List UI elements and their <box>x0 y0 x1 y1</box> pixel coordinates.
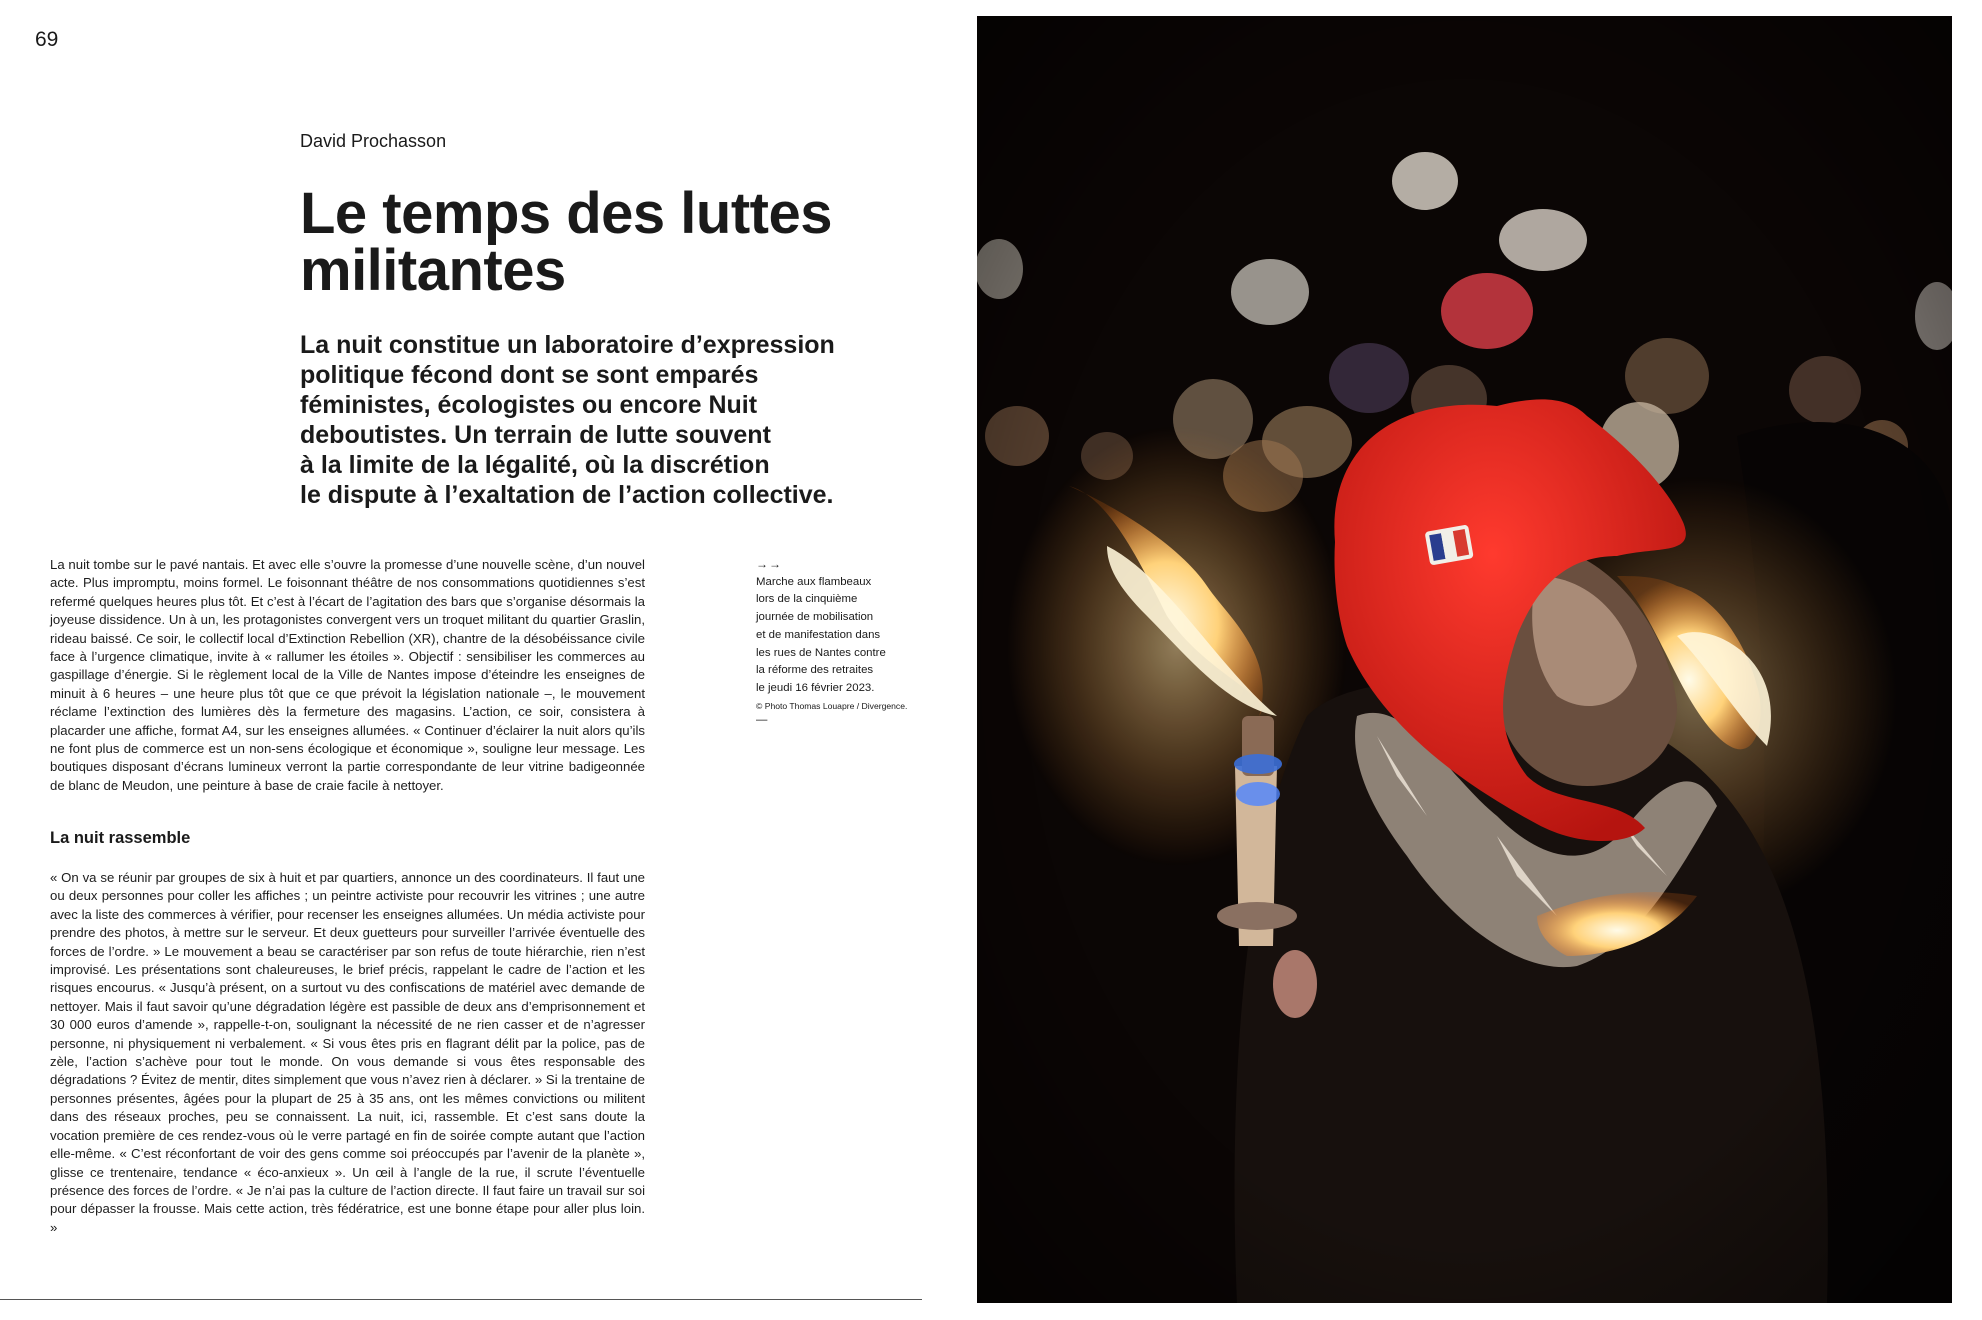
caption-line: les rues de Nantes contre <box>756 646 886 659</box>
lead-line: politique fécond dont se sont emparés <box>300 361 759 389</box>
photo-caption <box>756 556 931 727</box>
article-title: Le temps des luttes militantes <box>300 181 832 303</box>
caption-dash: — <box>756 713 768 726</box>
article-lead <box>300 330 900 510</box>
section-subheading: La nuit rassemble <box>50 829 191 847</box>
lead-line: à la limite de la légalité, où la discrétion <box>300 451 770 479</box>
caption-line: la réforme des retraites <box>756 664 874 677</box>
caption-line: lors de la cinquième <box>756 593 858 606</box>
arrow-right-icon: →→ <box>756 557 782 571</box>
body-paragraph-2: « On va se réunir par groupes de six à huit et par quartiers, annonce un des coordinateurs. Il faut une ou deux personnes pour coller les affiches ; un peintre activiste pour recouvrir les vitrines ; une autre avec la liste des commerces à vérifier, pour recenser les enseignes allumées. Un média activiste pour prendre des photos, à mettre sur le serveur. Et deux guetteurs pour surveiller l’arrivée éventuelle des forces de l’ordre. » Le mouvement a beau se caractériser par son refus de toute hiérarchie, rien n’est improvisé. Les présentations sont chaleureuses, le brief précis, rappelant le cadre de l’action et les risques encourus. « Jusqu’à présent, on a surtout vu des confiscations de matériel avec demande de nettoyer. Mais il faut savoir qu’une dégradation légère est passible de deux ans d’emprisonnement et 30 000 euros d’amende », rappelle-t-on, soulignant la nécessité de ne rien casser et de n’agresser personne, ni physiquement ni verbalement. « Si vous êtes pris en flagrant délit par la police, pas de zèle, l’action s’achève pour tout le monde. On vous demande si vous êtes responsable des dégradations ? Évitez de mentir, dites simplement que vous n’avez rien à déclarer. » Si la trentaine de personnes présentes, âgées pour la plupart de 25 à 35 ans, ont les mêmes convictions ou militent dans des réseaux proches, peu se connaissent. La nuit, ici, rassemble. Et c’est sans doute la vocation première de ces rendez-vous où le verre partagé en fin de soirée compte autant que l’action elle-même. « C’est réconfortant de voir des gens comme soi préoccupés par l’avenir de la planète », glisse ce trentenaire, tendance « éco-anxieux ». Un œil à l’angle de la rue, il scrute l’éventuelle présence des forces de l’ordre. « Je n’ai pas la culture de l’action directe. Il faut faire un travail sur soi pour dépasser la frousse. Mais cette action, très fédératrice, est une bonne étape pour aller plus loin. » <box>50 870 645 1235</box>
caption-line: journée de mobilisation <box>756 611 874 624</box>
photo-credit: © Photo Thomas Louapre / Divergence. <box>756 700 908 711</box>
caption-line: Marche aux flambeaux <box>756 575 872 588</box>
author-byline: David Prochasson <box>300 131 447 151</box>
caption-line: et de manifestation dans <box>756 628 881 641</box>
lead-line: La nuit constitue un laboratoire d’expression <box>300 331 835 359</box>
article-photo <box>977 16 1952 1303</box>
body-paragraph-1: La nuit tombe sur le pavé nantais. Et avec elle s’ouvre la promesse d’une nouvelle scène, d’un nouvel acte. Plus impromptu, moins formel. Le foisonnant théâtre de nos consommations quotidiennes s’est refermé quelques heures plus tôt. Et c’est à l’écart de l’agitation des bars que s’organise désormais la joyeuse dissidence. Un à un, les protagonistes convergent vers un troquet militant du quartier Graslin, rideau baissé. Ce soir, le collectif local d’Extinction Rebellion (XR), chantre de la désobéissance civile face à l’urgence climatique, invite à « rallumer les étoiles ». Objectif : sensibiliser les commerces au gaspillage d’énergie. Si le règlement local de la Ville de Nantes impose d’éteindre les enseignes de minuit à 6 heures – une heure plus tôt que ce que prévoit la législation nationale –, le mouvement réclame l’extinction des lumières dès la fermeture des magasins. L’action, ce soir, consistera à placarder une affiche, format A4, sur les enseignes allumées. « Continuer d’éclairer la nuit alors qu’ils ne font plus de commerce est un non-sens écologique et économique », souligne leur message. Les boutiques disposant d’écrans lumineux verront la partie correspondante de leur vitrine badigeonnée de blanc de Meudon, une peinture à base de craie facile à nettoyer. <box>50 557 645 793</box>
page-number: 69 <box>35 28 59 51</box>
lead-line: le dispute à l’exaltation de l’action collective. <box>300 481 834 509</box>
page-bottom-rule <box>0 1299 922 1300</box>
lead-line: féministes, écologistes ou encore Nuit <box>300 391 758 419</box>
caption-line: le jeudi 16 février 2023. <box>756 681 875 694</box>
lead-line: deboutistes. Un terrain de lutte souvent <box>300 421 771 449</box>
